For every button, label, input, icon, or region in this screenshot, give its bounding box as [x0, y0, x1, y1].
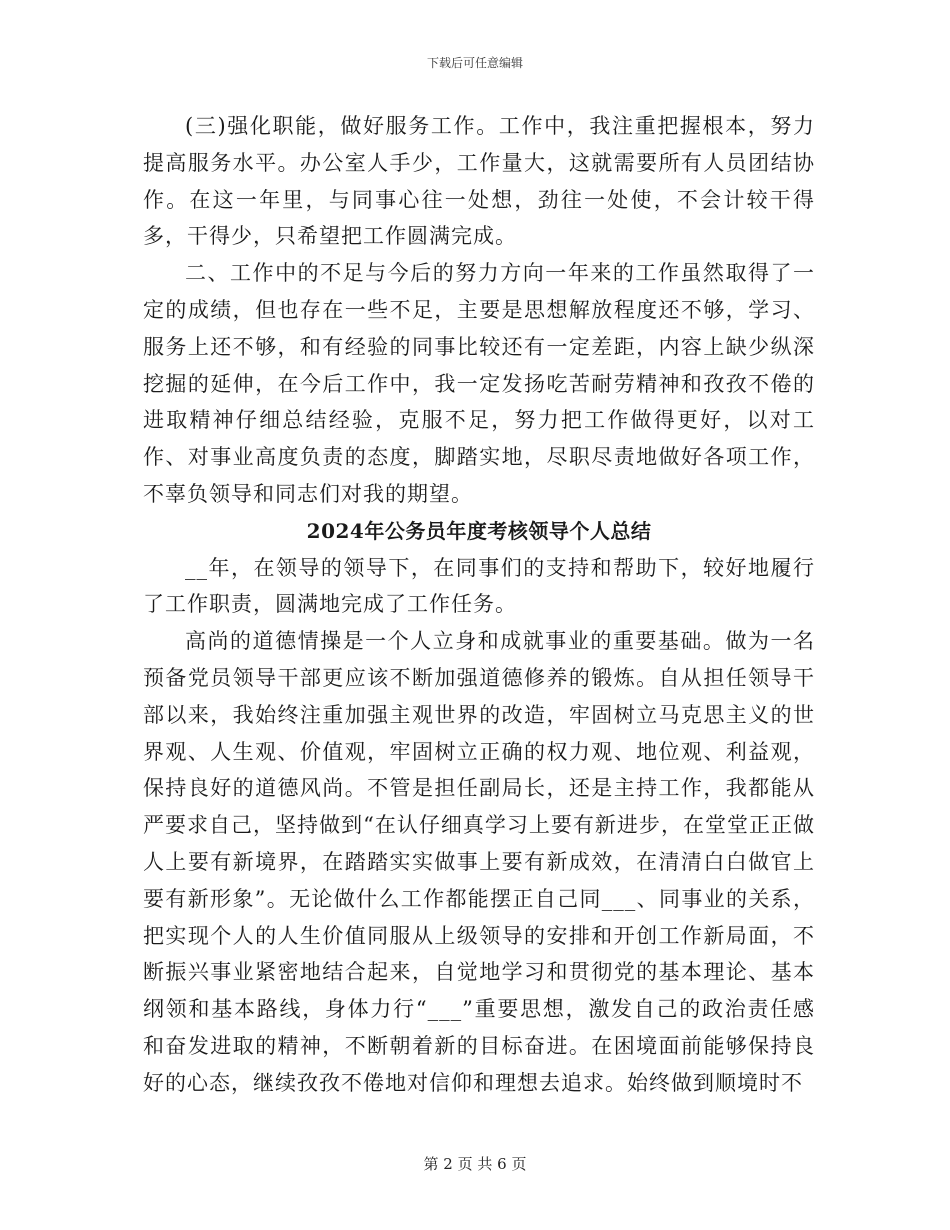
- document-body: [143, 108, 815, 1102]
- page-header-note: 下载后可任意编辑: [426, 56, 523, 70]
- paragraph-shortcomings: 二、工作中的不足与今后的努力方向一年来的工作虽然取得了一定的成绩，但也存在一些不足，主要是思想解放程度还不够，学习、服务上还不够，和有经验的同事比较还有一定差距，内容上缺少纵深挖掘的延伸，在今后工作中，我一定发扬吃苦耐劳精神和孜孜不倦的进取精神仔细总结经验，克服不足，努力把工作做得更好，以对工作、对事业高度负责的态度，脚踏实地，尽职尽责地做好各项工作，不辜负领导和同志们对我的期望。: [143, 261, 815, 506]
- document-title: 2024年公务员年度考核领导个人总结: [306, 518, 652, 543]
- paragraph-strengthen-functions: (三)强化职能，做好服务工作。工作中，我注重把握根本，努力提高服务水平。办公室人手少，工作量大，这就需要所有人员团结协作。在这一年里，与同事心往一处想，劲往一处使，不会计较干得多，干得少，只希望把工作圆满完成。: [143, 114, 815, 249]
- page-number: 第 2 页 共 6 页: [423, 1155, 527, 1173]
- paragraph-intro: __年，在领导的领导下，在同事们的支持和帮助下，较好地履行了工作职责，圆满地完成了工作任务。: [143, 555, 815, 617]
- paragraph-moral-integrity: 高尚的道德情操是一个人立身和成就事业的重要基础。做为一名预备党员领导干部更应该不断加强道德修养的锻炼。自从担任领导干部以来，我始终注重加强主观世界的改造，牢固树立马克思主义的世界观、人生观、价值观，牢固树立正确的权力观、地位观、利益观，保持良好的道德风尚。不管是担任副局长，还是主持工作，我都能从严要求自己，坚持做到“在认仔细真学习上要有新进步，在堂堂正正做人上要有新境界，在踏踏实实做事上要有新成效，在清清白白做官上要有新形象”。无论做什么工作都能摆正自己同___、同事业的关系，把实现个人的人生价值同服从上级领导的安排和开创工作新局面，不断振兴事业紧密地结合起来，自觉地学习和贯彻党的基本理论、基本纲领和基本路线，身体力行“___”重要思想，激发自己的政治责任感和奋发进取的精神，不断朝着新的目标奋进。在困境面前能够保持良好的心态，继续孜孜不倦地对信仰和理想去追求。始终做到顺境时不: [143, 629, 815, 1095]
